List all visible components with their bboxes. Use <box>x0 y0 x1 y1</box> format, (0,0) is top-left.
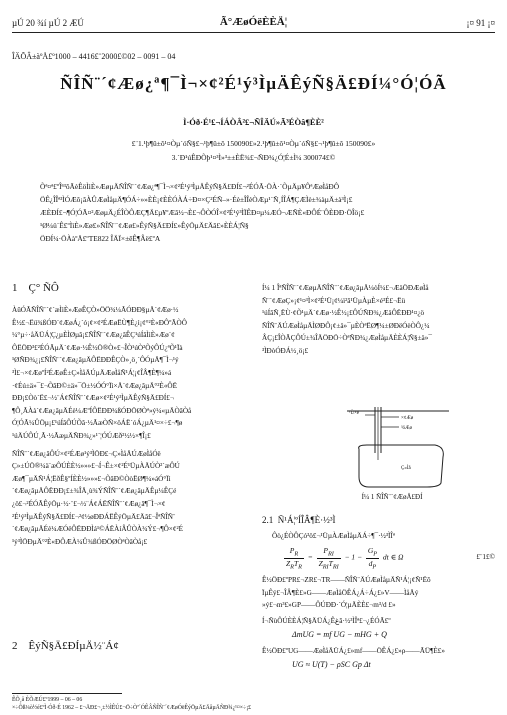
body-line: ¿ö£¬²ÉÓÃÊýÖµ·½·¨£¬½¨Á¢ÁËÑÎÑ¨´¢Æø¿â¶¯Ì¬×¢ <box>12 499 166 508</box>
body-line: »ý£¬m³£»GP——ÔÚÐÐ·´Ó¦µÄÈÈ£¬m³/d £» <box>262 601 396 610</box>
body-line: ÑÎÑ¨ÄÚÆøÌåµÄÌØÐÔ¡¢±ä»¯µÈÒªËØ¶¼±ØÐëÓèÒÔ¿¼ <box>262 321 430 330</box>
figure-label: ³öÆø <box>401 426 412 431</box>
body-line: ³ÌÐòÓÐÁ½¸ö¡£ <box>262 346 309 355</box>
affiliation-line-2: 3.´Ð¹úÊÐÕþ¹¤³Ì»³±±ÈË¾£¬ÑÐ¾¿Ó¦É±Ì¼ 300074£© <box>171 153 336 162</box>
section-title: ÊýÑ§Ä£ÐÍµÄ½¨Á¢ <box>28 640 119 652</box>
journal-name: Ã°ÆøÓëÈÈÄ¦ <box>219 16 288 28</box>
body-line: Ê½ÖÐ£ºPR£¬ZR£¬TR——ÑÎÑ¨ÄÚÆøÌåµÄÑ¹Á¦¡¢Ñ¹Ëõ <box>262 576 431 584</box>
figure-caption: Í¼ 1 ÑÎÑ¨´¢ÆøÄ£ÐÍ <box>361 493 423 501</box>
body-line: ÔËÖÐ³£²ÉÓÃµÄ´¢Æø·½Ê½Ö®Ò»£¬ÎÒ¹úÒ²ÕýÔÚ¿ªÕ¹Ïà <box>12 343 183 352</box>
paper-title: ÑÎÑ¨´¢Æø¿ª¶¯Ì¬×¢²É¹ý³ÌµÄÊýÑ§Ä£ÐÍ¼°Ó¦ÓÃ <box>60 74 447 93</box>
section-2-1-heading <box>262 515 336 525</box>
body-line: ¹úÄÚÔÚ¸Ã·½ÃæµÄÑÐ¾¿»¹´¦ÓÚÆð²½½×¶Î¡£ <box>12 431 151 440</box>
section-title: Ç° ÑÔ <box>28 282 59 294</box>
abstract-line: ÖÊ¿ÎÎª³ÌÓÆô¡ãÀÛÆøÌåµÄ¶ÓÁ÷»»ÈÈ¡¢ÈÈÓÀÁ÷Ð¤×Ç²ÉÑ–»·Éè±ÎÎèÒÆµ¹´Ñ¸ÍÎÁ¶ÇÆÌè±¾àµÄ±à³Ì¡£ <box>40 195 353 204</box>
abstract-block <box>40 180 470 245</box>
equation-2: ΔmUG = mf UG − mHG + Q <box>292 630 387 639</box>
section-2-heading <box>12 640 119 652</box>
body-line: ÐÐ¡£Òò´Ë£¬½¨Á¢ÑÎÑ¨´¢Æø×¢²É¹ý³ÌµÄÊýÑ§Ä£ÐÍ£¬ <box>12 394 174 403</box>
section-number: 2.1 <box>262 515 274 525</box>
section-2-1-body <box>262 574 495 627</box>
right-column-intro <box>262 282 495 358</box>
body-line: ÀûÓÃÑÎÑ¨´¢´æÌìÈ»ÆøÊÇÒ»ÖÖ¾¼ÃÓÐÐ§µÄ´¢Æø·½ <box>12 306 179 314</box>
body-line: ²É¹ý³ÌµÄÊýÑ§Ä£ÐÍ£¬²¢½øÐÐÁËÊýÖµÄ£Äâ£¬ÎªÑÎÑ¨ <box>12 512 176 521</box>
figure-label: ×¢Æø <box>401 416 414 421</box>
body-line: Ê½ÖÐ£ºUG——ÆøÌåÄÜÁ¿£»mf——ÖÊÁ¿£»ρ——ÃÜ¶È£» <box>262 647 445 655</box>
body-line: ÂÇ¡£ÎÒÃÇÔÚ±¾ÎÄÖÐÖ÷ÒªÑÐ¾¿ÆøÌåµÄÈÈÁ¦Ñ§±ä»¯ <box>262 334 432 343</box>
equation-number: £¨1£© <box>476 553 495 561</box>
body-line: Ê½£¬Ëü¾ßÓÐ´¢ÆøÁ¿´ó¡¢×¢²ÉÆøËÙ¶È¿ì¡¢°²È«ÐÔºÃÒÔ <box>12 318 187 327</box>
figure-label: Ç»Ìå <box>401 466 411 471</box>
left-column <box>12 304 244 548</box>
section-title: Ñ¹Á¦ºÍÎÂ¶È·½³Ì <box>277 515 336 525</box>
body-line: ´¢Æø¿âµÄÔËÐÐ¡£±¾ÎÄ¸ù¾ÝÑÎÑ¨´¢Æø¿âµÄÊµ¼ÊÇé <box>12 487 177 496</box>
body-line: ¼°µ÷·åÄÜÁ¦Ç¿µÈÌØµã¡£ÑÎÑ¨´¢Æø¿âÊÇ¹úÍâÌìÈ»Æø´¢ <box>12 331 175 340</box>
body-line: ´¢Æø¿âµÄÉè¼ÆÓëÔËÐÐÌá¹©ÁËÀíÂÛÒÀ¾Ý£¬¶Ô×¢²É <box>12 525 183 534</box>
body-line: ¹ý³ÌÖÐµÄ°²È«ÐÔÆÀ¼Û¾ßÓÐÖØÒªÒâÒå¡£ <box>12 537 148 546</box>
section-2-1-intro: Ôò¿ÉÒÔÇó³ö£¬¹ÜµÀÆøÌåµÄÁ÷¶¯·½³ÌÎª <box>272 532 395 540</box>
body-line: ¹úÍâÑ¸ËÙ·¢Õ¹µÄ´¢Æø·½Ê½¡£ÔÚÑÐ¾¿ÆäÔËÐÐ¹¤¿ö <box>262 309 425 318</box>
body-line: Í¬ÑùÔÚÈÈÁ¦Ñ§ÄÜÁ¿Êغã·½³ÌÎª£¬¿ÉÓÃ£º <box>262 616 391 625</box>
body-line: ÑÎÑ¨´¢Æø¿âÔÚ×¢²ÉÆø¹ý³ÌÖÐ£¬Ç»ÌåÄÚÆøÌåÓë <box>12 449 161 458</box>
salt-cavern-figure <box>345 405 451 489</box>
body-line: Æø¶¯µÄÑ¹Á¦ËðÊ§ºÍÈÈ½»»»£¬ÕâÐ©ÒòËØ¶¼»áÓ°Ïì <box>12 474 171 483</box>
body-line: Ó¦ÓÃ¼ÛÖµ¡£¹úÍâÔÚÕâ·½ÃæÒÑ×öÁË´óÁ¿µÄ¹¤×÷£¬¶ø <box>12 419 183 428</box>
equation-1: $P_R$ $Z_RT_R$ = $P_{RI}$ $Z_{RI}T_{RI}$ − 1 − $\frac{G_P}{d_P}$ dt ∈ Ω <box>286 546 404 570</box>
body-line: ¹ØÑÐ¾¿¡£ÑÎÑ¨´¢Æø¿âµÄÔËÐÐÊÇÒ»¸ö¸´ÔÓµÄ¶¯Ì¬¹ý <box>12 356 179 365</box>
abstract-line: Õª¤ª£ºÎª³õÃèÊöÌìÈ»ÆøµÄÑÎÑ¨´¢Æø¿ª¶¯Ì¬×¢²É¹ý³ÌµÄÊýÑ§Ä£ÐÍ£¬²ÉÓÃ·ÖÀ·´ÕµÄµ¥ÔªÆøÌåÐÔ <box>40 182 340 191</box>
body-line: Ñ¨´¢ÆøÇ»¡¢¹¤³Ì×¢²É¹Ü¡¢¼ì²â¹ÜµÀµÈ×é³É£¬Ëü <box>262 296 406 305</box>
authors: Ì·Óð·É¹£¬ÍÁÒÂ²£¬ÑÎÄÚ»Ã³ÉÒâ¶ÈÈ² <box>183 117 324 127</box>
footnote-received: ÊÕ¸å ÈÕÆÚ£º1999 – 06 – 06 <box>12 697 83 703</box>
keywords: ¹Ø¼ü´Ê£ºÌìÈ»Æø£»ÑÎÑ¨´¢Æø£»ÊýÑ§Ä£ÐÍ£»ÊýÖµÄ£Äâ£»ÈÈÁ¦Ñ§ <box>40 221 249 230</box>
section-1-heading <box>12 282 59 294</box>
abstract-line: ÆÈÐÍ£¬¶Ó¦ÓÃ¤²ÆøµÄ¿ÉÎÒÔÆÇ¶Ä£µ¥ºÆâ½¬È£¬ÔÒÓÎ×¢²É¹ý³ÌÏÊÐ¤µ¼ÆÓ¬ÆÑÈ«ÐÔÉ¨ÔÈÐÐ·ÖÎö¡£ <box>40 208 365 217</box>
body-line: Ç»±ÚÖ®¼ä´æÔÚÈÈ½»»»£¬Í¬Ê±×¢²É¹ÜµÀÄÚÒ²´æÔÚ <box>12 462 180 471</box>
section-number: 1 <box>12 282 18 294</box>
classification: ÖÐÍ¼·ÖÀàºÅ£ºTE822 ÎÄÏ×±êÊ¶Âë£ºA <box>40 234 161 243</box>
header-rule <box>12 32 495 33</box>
equation-3: UG ≈ U(T) − ρSC Gp Δt <box>292 660 371 669</box>
footnote-author: ×÷Õß¼ò½é£ºÌ·Óð·É 1962 – £¬ÄÐ£¬¸±½ÌÊÚ£¬Ö÷Òª´ÓÊÂÑÎÑ¨´¢ÆøÓëÊýÖµÄ£ÄâµÄÑÐ¾¿¹¤×÷¡£ <box>12 705 252 711</box>
section-number: 2 <box>12 640 18 652</box>
body-line: ÏµÊý£¬ÎÂ¶È£»G——ÆøÌåÖÊÁ¿Á÷Á¿£»V——ÌåÄý <box>262 588 419 597</box>
article-id: ÎÄÕÂ±àºÅ£º1000 – 4416£¨2000£©02 – 0091 – 04 <box>12 52 176 61</box>
body-line: ·¢Éú±ä»¯£¬ÕâÐ©±ä»¯Ö±½ÓÓ°Ïì×Å´¢Æø¿âµÄ°²È«ÔË <box>12 381 177 390</box>
running-header-left: µÚ 20 ¾í µÚ 2 ÆÚ <box>12 18 84 28</box>
body-line: Í¼ 1 ÎªÑÎÑ¨´¢ÆøµÄÑÎÑ¨´¢Æø¿âµÄ¼òÍ¼£¬ÆäÖÐÆøÌå <box>262 284 429 292</box>
footnote-rule <box>12 693 122 694</box>
affiliation-line-1: £¨1.¹þ¶û±õ¹¤Òµ´óÑ§£¬¹þ¶û±õ 150090£»2.¹þ¶û±õ¹¤Òµ´óÑ§£¬¹þ¶û±õ 150090£» <box>131 139 376 148</box>
body-line: ¶Ô¸ÃÀà´¢Æø¿âµÄÉè¼ÆºÍÔËÐÐ¾ßÓÐÖØÒª»ý¼«µÄÒâÒå <box>12 406 192 415</box>
page-number: ¡¤ 91 ¡¤ <box>466 18 495 28</box>
body-line: ³Ì£¬×¢ÆøºÍ²ÉÆøÊ±Ç»ÌåÄÚµÄÆøÌåÑ¹Á¦¡¢ÎÂ¶È¶¼»á <box>12 368 172 377</box>
figure-label: ¹Ü×é <box>349 411 360 416</box>
